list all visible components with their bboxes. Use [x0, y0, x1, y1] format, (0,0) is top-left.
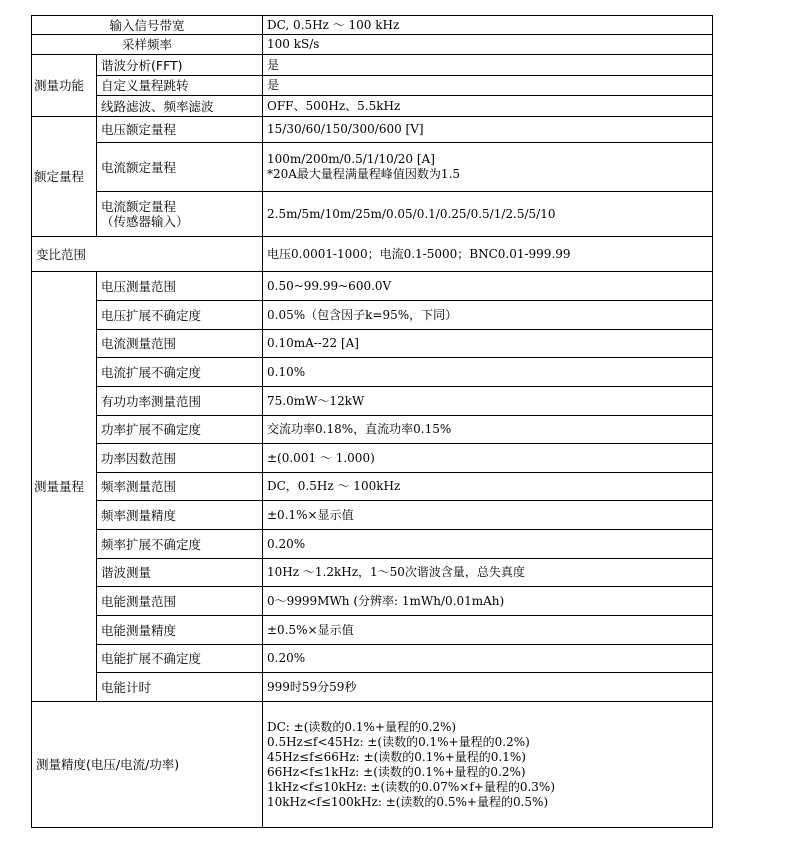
- ratio-label: 变比范围: [32, 237, 263, 272]
- measure-item-value: ±0.5%×显示值: [263, 616, 713, 645]
- sensor-range-label-line: 电流额定量程: [101, 199, 177, 214]
- sensor-range-value: 2.5m/5m/10m/25m/0.05/0.1/0.25/0.5/1/2.5/5/10: [263, 192, 713, 237]
- measure-item-value: 999时59分59秒: [263, 673, 713, 702]
- table-row: [32, 387, 713, 416]
- measure-item-value: 0.20%: [263, 530, 713, 559]
- measure-item-label: 电能扩展不确定度: [97, 645, 263, 673]
- measure-item-value: 0.05%（包含因子k=95%，下同）: [263, 301, 713, 330]
- measure-item-label: 电压扩展不确定度: [97, 301, 263, 330]
- measure-item-value: 0.10mA--22 [A]: [263, 330, 713, 358]
- measure-item-value: 0.10%: [263, 358, 713, 387]
- spec-table: [31, 15, 713, 828]
- accuracy-value: [263, 702, 713, 828]
- measure-item-label: 频率扩展不确定度: [97, 530, 263, 559]
- accuracy-line: 10kHz<f≤100kHz: ±(读数的0.5%+量程的0.5%): [267, 794, 549, 809]
- measure-range-group: 测量量程: [32, 272, 97, 702]
- custom-range-value: 是: [263, 76, 713, 96]
- measure-item-value: ±(0.001 ～ 1.000): [263, 444, 713, 473]
- measure-item-label: 电流测量范围: [97, 330, 263, 358]
- bandwidth-label: 输入信号带宽: [32, 16, 263, 35]
- measure-item-value: 0～9999MWh (分辨率: 1mWh/0.01mAh): [263, 587, 713, 616]
- measure-item-label: 电能计时: [97, 673, 263, 702]
- table-row: [32, 358, 713, 387]
- accuracy-label: 测量精度(电压/电流/功率): [32, 702, 263, 828]
- table-row: [32, 559, 713, 587]
- measure-item-label: 频率测量范围: [97, 473, 263, 501]
- row-rated-current: [32, 143, 713, 192]
- sample-rate-label: 采样频率: [32, 35, 263, 55]
- measure-item-label: 电流扩展不确定度: [97, 358, 263, 387]
- measure-item-value: ±0.1%×显示值: [263, 501, 713, 530]
- rated-range-group: 额定量程: [32, 117, 97, 237]
- bandwidth-value: DC, 0.5Hz ～ 100 kHz: [263, 16, 713, 35]
- table-row: [32, 673, 713, 702]
- rated-current-label: 电流额定量程: [97, 143, 263, 192]
- row-bandwidth: [32, 16, 713, 35]
- row-sample-rate: [32, 35, 713, 55]
- measure-function-group: 测量功能: [32, 55, 97, 117]
- measure-item-label: 谐波测量: [97, 559, 263, 587]
- filter-label: 线路滤波、频率滤波: [97, 96, 263, 117]
- row-accuracy: [32, 702, 713, 828]
- fft-value: 是: [263, 55, 713, 76]
- table-row: [32, 416, 713, 444]
- measure-item-label: 电压测量范围: [97, 272, 263, 301]
- measure-item-label: 电能测量范围: [97, 587, 263, 616]
- rated-current-value: [263, 143, 713, 192]
- filter-value: OFF、500Hz、5.5kHz: [263, 96, 713, 117]
- table-row: [32, 587, 713, 616]
- accuracy-line: 45Hz≤f≤66Hz: ±(读数的0.1%+量程的0.1%): [267, 749, 526, 764]
- accuracy-line: DC: ±(读数的0.1%+量程的0.2%): [267, 719, 457, 734]
- sensor-range-label-sub: （传感器输入）: [101, 214, 189, 229]
- table-row: [32, 473, 713, 501]
- measure-item-value: 10Hz ～1.2kHz，1～50次谐波含量，总失真度: [263, 559, 713, 587]
- rated-current-note: *20A最大量程满量程峰值因数为1.5: [267, 167, 461, 181]
- table-row: [32, 444, 713, 473]
- measure-item-label: 电能测量精度: [97, 616, 263, 645]
- measure-item-value: 0.50~99.99~600.0V: [263, 272, 713, 301]
- ratio-value: 电压0.0001-1000；电流0.1-5000；BNC0.01-999.99: [263, 237, 713, 272]
- row-filter: [32, 96, 713, 117]
- table-row: [32, 645, 713, 673]
- measure-item-value: 交流功率0.18%，直流功率0.15%: [263, 416, 713, 444]
- fft-label: 谐波分析(FFT): [97, 55, 263, 76]
- accuracy-line: 0.5Hz≤f<45Hz: ±(读数的0.1%+量程的0.2%): [267, 734, 530, 749]
- table-row: [32, 330, 713, 358]
- table-row: [32, 301, 713, 330]
- accuracy-line: 66Hz<f≤1kHz: ±(读数的0.1%+量程的0.2%): [267, 764, 526, 779]
- row-ratio: [32, 237, 713, 272]
- table-row: [32, 272, 713, 301]
- table-row: [32, 616, 713, 645]
- table-row: [32, 530, 713, 559]
- row-rated-voltage: [32, 117, 713, 143]
- table-row: [32, 501, 713, 530]
- measure-item-value: DC，0.5Hz ～ 100kHz: [263, 473, 713, 501]
- sensor-range-label: [97, 192, 263, 237]
- measure-item-value: 75.0mW～12kW: [263, 387, 713, 416]
- row-fft: [32, 55, 713, 76]
- rated-voltage-label: 电压额定量程: [97, 117, 263, 143]
- accuracy-line: 1kHz<f≤10kHz: ±(读数的0.07%×f+量程的0.3%): [267, 779, 556, 794]
- measure-item-label: 频率测量精度: [97, 501, 263, 530]
- row-custom-range: [32, 76, 713, 96]
- measure-item-label: 功率因数范围: [97, 444, 263, 473]
- measure-item-label: 有功功率测量范围: [97, 387, 263, 416]
- measure-item-value: 0.20%: [263, 645, 713, 673]
- custom-range-label: 自定义量程跳转: [97, 76, 263, 96]
- rated-voltage-value: 15/30/60/150/300/600 [V]: [263, 117, 713, 143]
- sample-rate-value: 100 kS/s: [263, 35, 713, 55]
- row-sensor-range: [32, 192, 713, 237]
- rated-current-value-line: 100m/200m/0.5/1/10/20 [A]: [267, 152, 435, 166]
- measure-item-label: 功率扩展不确定度: [97, 416, 263, 444]
